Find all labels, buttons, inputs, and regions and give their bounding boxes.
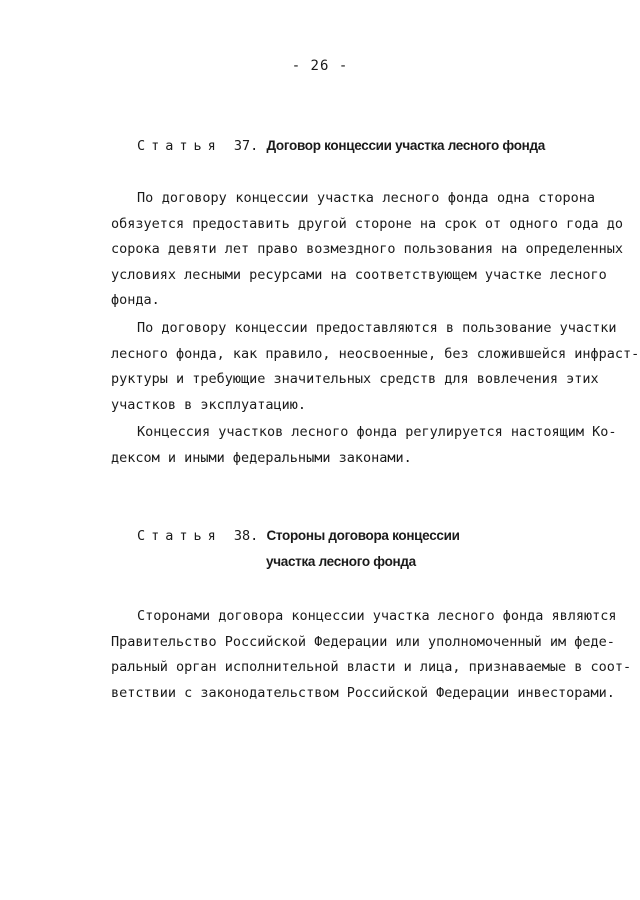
article-word: Статья: [137, 138, 222, 154]
article-37-heading: [137, 136, 545, 156]
article-title: Стороны договора концессии: [266, 528, 460, 543]
text-line: руктуры и требующие значительных средств для вовлечения этих: [111, 371, 599, 388]
text-line: По договору концессии предоставляются в пользование участки: [137, 320, 617, 336]
text-line: условиях лесными ресурсами на соответствующем участке лесного: [111, 266, 607, 283]
text-line: сорока девяти лет право возмездного пользования на определенных: [111, 241, 624, 258]
text-line: Сторонами договора концессии участка лесного фонда являются: [137, 608, 617, 624]
article-37-paragraph-3: [111, 420, 617, 471]
text-line: лесного фонда, как правило, неосвоенные, без сложившейся инфраст-: [111, 345, 640, 362]
article-number: 37.: [233, 138, 259, 154]
article-37-paragraph-2: [111, 316, 640, 418]
text-line: фонда.: [111, 292, 160, 309]
text-line: Концессия участков лесного фонда регулируется настоящим Ко-: [137, 424, 617, 440]
article-38-heading: [137, 526, 460, 546]
article-title: Договор концессии участка лесного фонда: [266, 138, 545, 153]
article-37-paragraph-1: [111, 186, 624, 314]
text-line: Правительство Российской Федерации или уполномоченный им феде-: [111, 633, 615, 650]
text-line: ветствии с законодательством Российской Федерации инвесторами.: [111, 684, 615, 701]
article-word: Статья: [137, 528, 222, 544]
article-title-continuation: участка лесного фонда: [266, 554, 416, 569]
text-line: участков в эксплуатацию.: [111, 396, 307, 413]
page-number: - 26 -: [291, 58, 349, 74]
article-number: 38.: [233, 528, 259, 544]
article-38-paragraph-1: [111, 604, 632, 706]
text-line: ральный орган исполнительной власти и лица, признаваемые в соот-: [111, 659, 632, 676]
text-line: обязуется предоставить другой стороне на срок от одного года до: [111, 215, 624, 232]
text-line: дексом и иными федеральными законами.: [111, 449, 412, 466]
text-line: По договору концессии участка лесного фонда одна сторона: [137, 190, 595, 206]
